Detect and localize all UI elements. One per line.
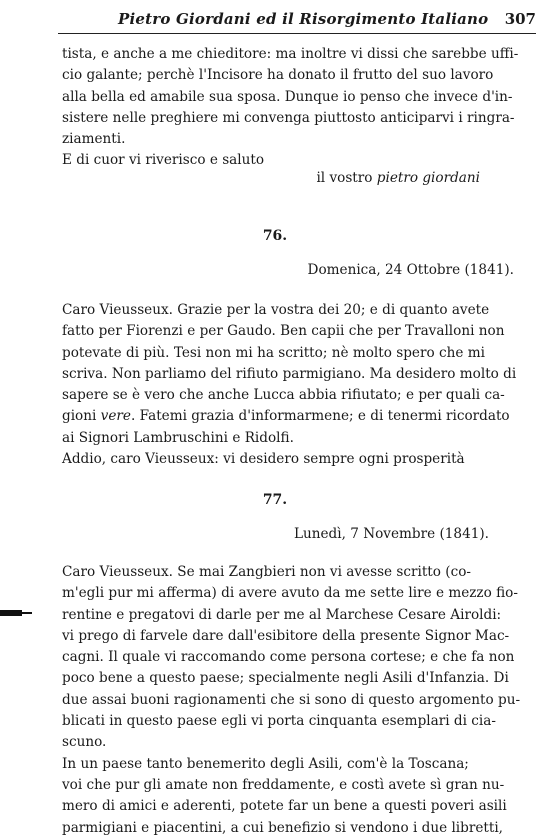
letter-date-77: Lunedì, 7 Novembre (1841). <box>293 526 489 542</box>
page-number: 307 <box>504 10 536 28</box>
text-line: tista, e anche a me chieditore: ma inoltre vi dissi che sarebbe uffi- <box>62 46 519 62</box>
closing-line: E di cuor vi riverisco e saluto <box>62 152 265 169</box>
text-line: rentine e pregatovi di darle per me al Marchese Cesare Airoldi: <box>62 606 502 623</box>
letter-77-body <box>62 562 534 839</box>
letter-76-body <box>62 300 534 470</box>
text-line: poco bene a questo paese; specialmente negli Asili d'Infanzia. Di <box>62 670 509 687</box>
text-line: parmigiani e piacentini, a cui benefizio si vendono i due libretti, <box>62 819 503 836</box>
text-line: due assai buoni ragionamenti che si sono di questo argomento pu- <box>62 691 521 708</box>
text-line: potevate di più. Tesi non mi ha scritto; nè molto spero che mi <box>62 344 485 361</box>
letter-number-76: 76. <box>262 228 288 244</box>
text-segment: gioni <box>62 408 101 425</box>
text-line: scriva. Non parliamo del rifiuto parmigiano. Ma desidero molto di <box>62 365 517 382</box>
signature-prefix: il vostro <box>316 170 373 186</box>
signature <box>62 170 480 186</box>
text-line: voi che pur gli amate non freddamente, e costì avete sì gran nu- <box>62 776 505 793</box>
text-line: vi prego di farvele dare dall'esibitore della presente Signor Mac- <box>62 627 510 644</box>
closing-line: Addio, caro Vieusseux: vi desidero sempre ogni prosperità <box>62 451 465 468</box>
text-line: ziamenti. <box>62 131 126 148</box>
text-line: sapere se è vero che anche Lucca abbia rifiutato; e per quali ca- <box>62 387 505 404</box>
signature-name: pietro giordani <box>376 170 480 186</box>
text-line: blicati in questo paese egli vi porta cinquanta esemplari di cia- <box>62 713 496 730</box>
page-header <box>0 10 550 32</box>
margin-mark-tail <box>22 612 32 614</box>
letter-75-ending <box>62 44 534 172</box>
text-line: cagni. Il quale vi raccomando come persona cortese; e che fa non <box>62 649 515 666</box>
letter-date-76: Domenica, 24 Ottobre (1841). <box>307 262 514 278</box>
text-line <box>62 406 534 427</box>
italic-word: vere <box>100 408 131 425</box>
text-line: Caro Vieusseux. Grazie per la vostra dei 20; e di quanto avete <box>62 302 490 318</box>
text-line: scuno. <box>62 734 107 751</box>
text-line: fatto per Fiorenzi e per Gaudo. Ben capii che per Travalloni non <box>62 323 505 340</box>
text-line: Caro Vieusseux. Se mai Zangbieri non vi avesse scritto (co- <box>62 564 471 580</box>
text-line: m'egli pur mi afferma) di avere avuto da me sette lire e mezzo fio- <box>62 585 518 602</box>
letter-number-77: 77. <box>262 492 288 508</box>
text-line: alla bella ed amabile sua sposa. Dunque io penso che invece d'in- <box>62 88 513 105</box>
running-title: Pietro Giordani ed il Risorgimento Italiano <box>118 10 489 28</box>
text-line: In un paese tanto benemerito degli Asili, com'è la Toscana; <box>62 755 469 772</box>
text-line: mero di amici e aderenti, potete far un bene a questi poveri asili <box>62 798 507 815</box>
header-rule <box>58 33 536 34</box>
text-line: sistere nelle preghiere mi convenga piuttosto anticiparvi i ringra- <box>62 109 515 126</box>
text-line: ai Signori Lambruschini e Ridolfi. <box>62 429 294 446</box>
margin-mark <box>0 610 22 616</box>
text-segment: . Fatemi grazia d'informarmene; e di tenermi ricordato <box>130 408 510 425</box>
text-line: cio galante; perchè l'Incisore ha donato il frutto del suo lavoro <box>62 67 494 84</box>
